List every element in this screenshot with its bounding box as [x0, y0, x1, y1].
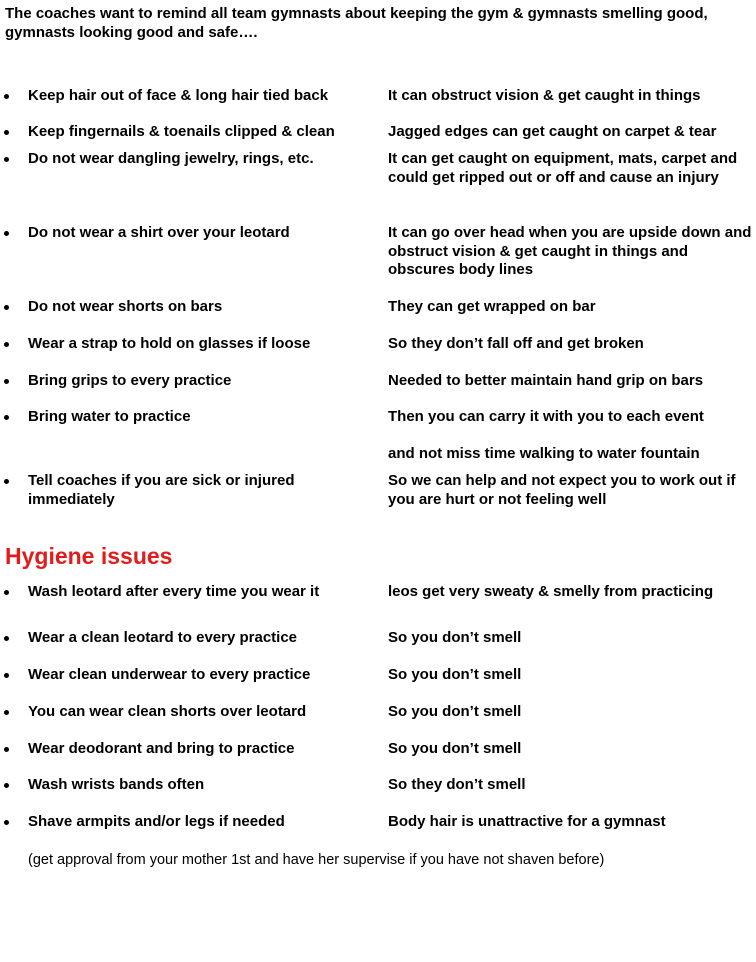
rule-text: Do not wear a shirt over your leotard — [28, 224, 290, 241]
rule-text: Wear a strap to hold on glasses if loose — [28, 335, 311, 352]
reason-text: So you don’t smell — [388, 629, 522, 646]
rule-text: Shave armpits and/or legs if needed — [28, 813, 285, 830]
bullet-icon — [4, 820, 9, 825]
reason-text: So we can help and not expect you to work out if you are hurt or not feeling well — [388, 472, 736, 508]
footnote: (get approval from your mother 1st and have her supervise if you have not shaven before) — [28, 852, 605, 868]
reason-text: It can obstruct vision & get caught in things — [388, 87, 701, 104]
rule-text: Wear clean underwear to every practice — [28, 666, 311, 683]
reason-text: Jagged edges can get caught on carpet & tear — [388, 123, 717, 140]
bullet-icon — [4, 305, 9, 310]
hygiene-heading: Hygiene issues — [5, 543, 173, 569]
bullet-icon — [4, 636, 9, 641]
rule-text: You can wear clean shorts over leotard — [28, 703, 307, 720]
bullet-icon — [4, 231, 9, 236]
reason-text: leos get very sweaty & smelly from practicing — [388, 583, 714, 600]
reason-text: Body hair is unattractive for a gymnast — [388, 813, 666, 830]
bullet-icon — [4, 479, 9, 484]
bullet-icon — [4, 590, 9, 595]
bullet-icon — [4, 783, 9, 788]
reason-text: Needed to better maintain hand grip on bars — [388, 372, 704, 389]
reason-text: Then you can carry it with you to each event — [388, 408, 704, 425]
rule-text: Tell coaches if you are sick or injured immediately — [28, 472, 295, 508]
bullet-icon — [4, 710, 9, 715]
rule-text: Keep fingernails & toenails clipped & clean — [28, 123, 335, 140]
rule-text: Bring grips to every practice — [28, 372, 232, 389]
reason-text: So you don’t smell — [388, 740, 522, 757]
bullet-icon — [4, 379, 9, 384]
rule-text: Keep hair out of face & long hair tied back — [28, 87, 329, 104]
reason-text: So you don’t smell — [388, 666, 522, 683]
rule-text: Bring water to practice — [28, 408, 191, 425]
reason-text: They can get wrapped on bar — [388, 298, 596, 315]
intro-paragraph: The coaches want to remind all team gymnasts about keeping the gym & gymnasts smelling good, gymnasts looking good and safe…. — [5, 5, 708, 41]
reason-text: So they don’t fall off and get broken — [388, 335, 644, 352]
rule-text: Wear deodorant and bring to practice — [28, 740, 295, 757]
rule-text: Wear a clean leotard to every practice — [28, 629, 298, 646]
reason-text: It can get caught on equipment, mats, carpet and could get ripped out or off and cause an injury — [388, 150, 738, 186]
rule-text: Do not wear dangling jewelry, rings, etc. — [28, 150, 314, 167]
bullet-icon — [4, 673, 9, 678]
bullet-icon — [4, 342, 9, 347]
bullet-icon — [4, 747, 9, 752]
reason-text: So you don’t smell — [388, 703, 522, 720]
bullet-icon — [4, 130, 9, 135]
rule-text: Do not wear shorts on bars — [28, 298, 223, 315]
reason-text-continued: and not miss time walking to water fountain — [388, 445, 700, 462]
rule-text: Wash wrists bands often — [28, 776, 205, 793]
bullet-icon — [4, 157, 9, 162]
bullet-icon — [4, 94, 9, 99]
reason-text: So they don’t smell — [388, 776, 526, 793]
bullet-icon — [4, 415, 9, 420]
reason-text: It can go over head when you are upside down and obstruct vision & get caught in things and obscures body lines — [388, 224, 752, 278]
rule-text: Wash leotard after every time you wear it — [28, 583, 320, 600]
